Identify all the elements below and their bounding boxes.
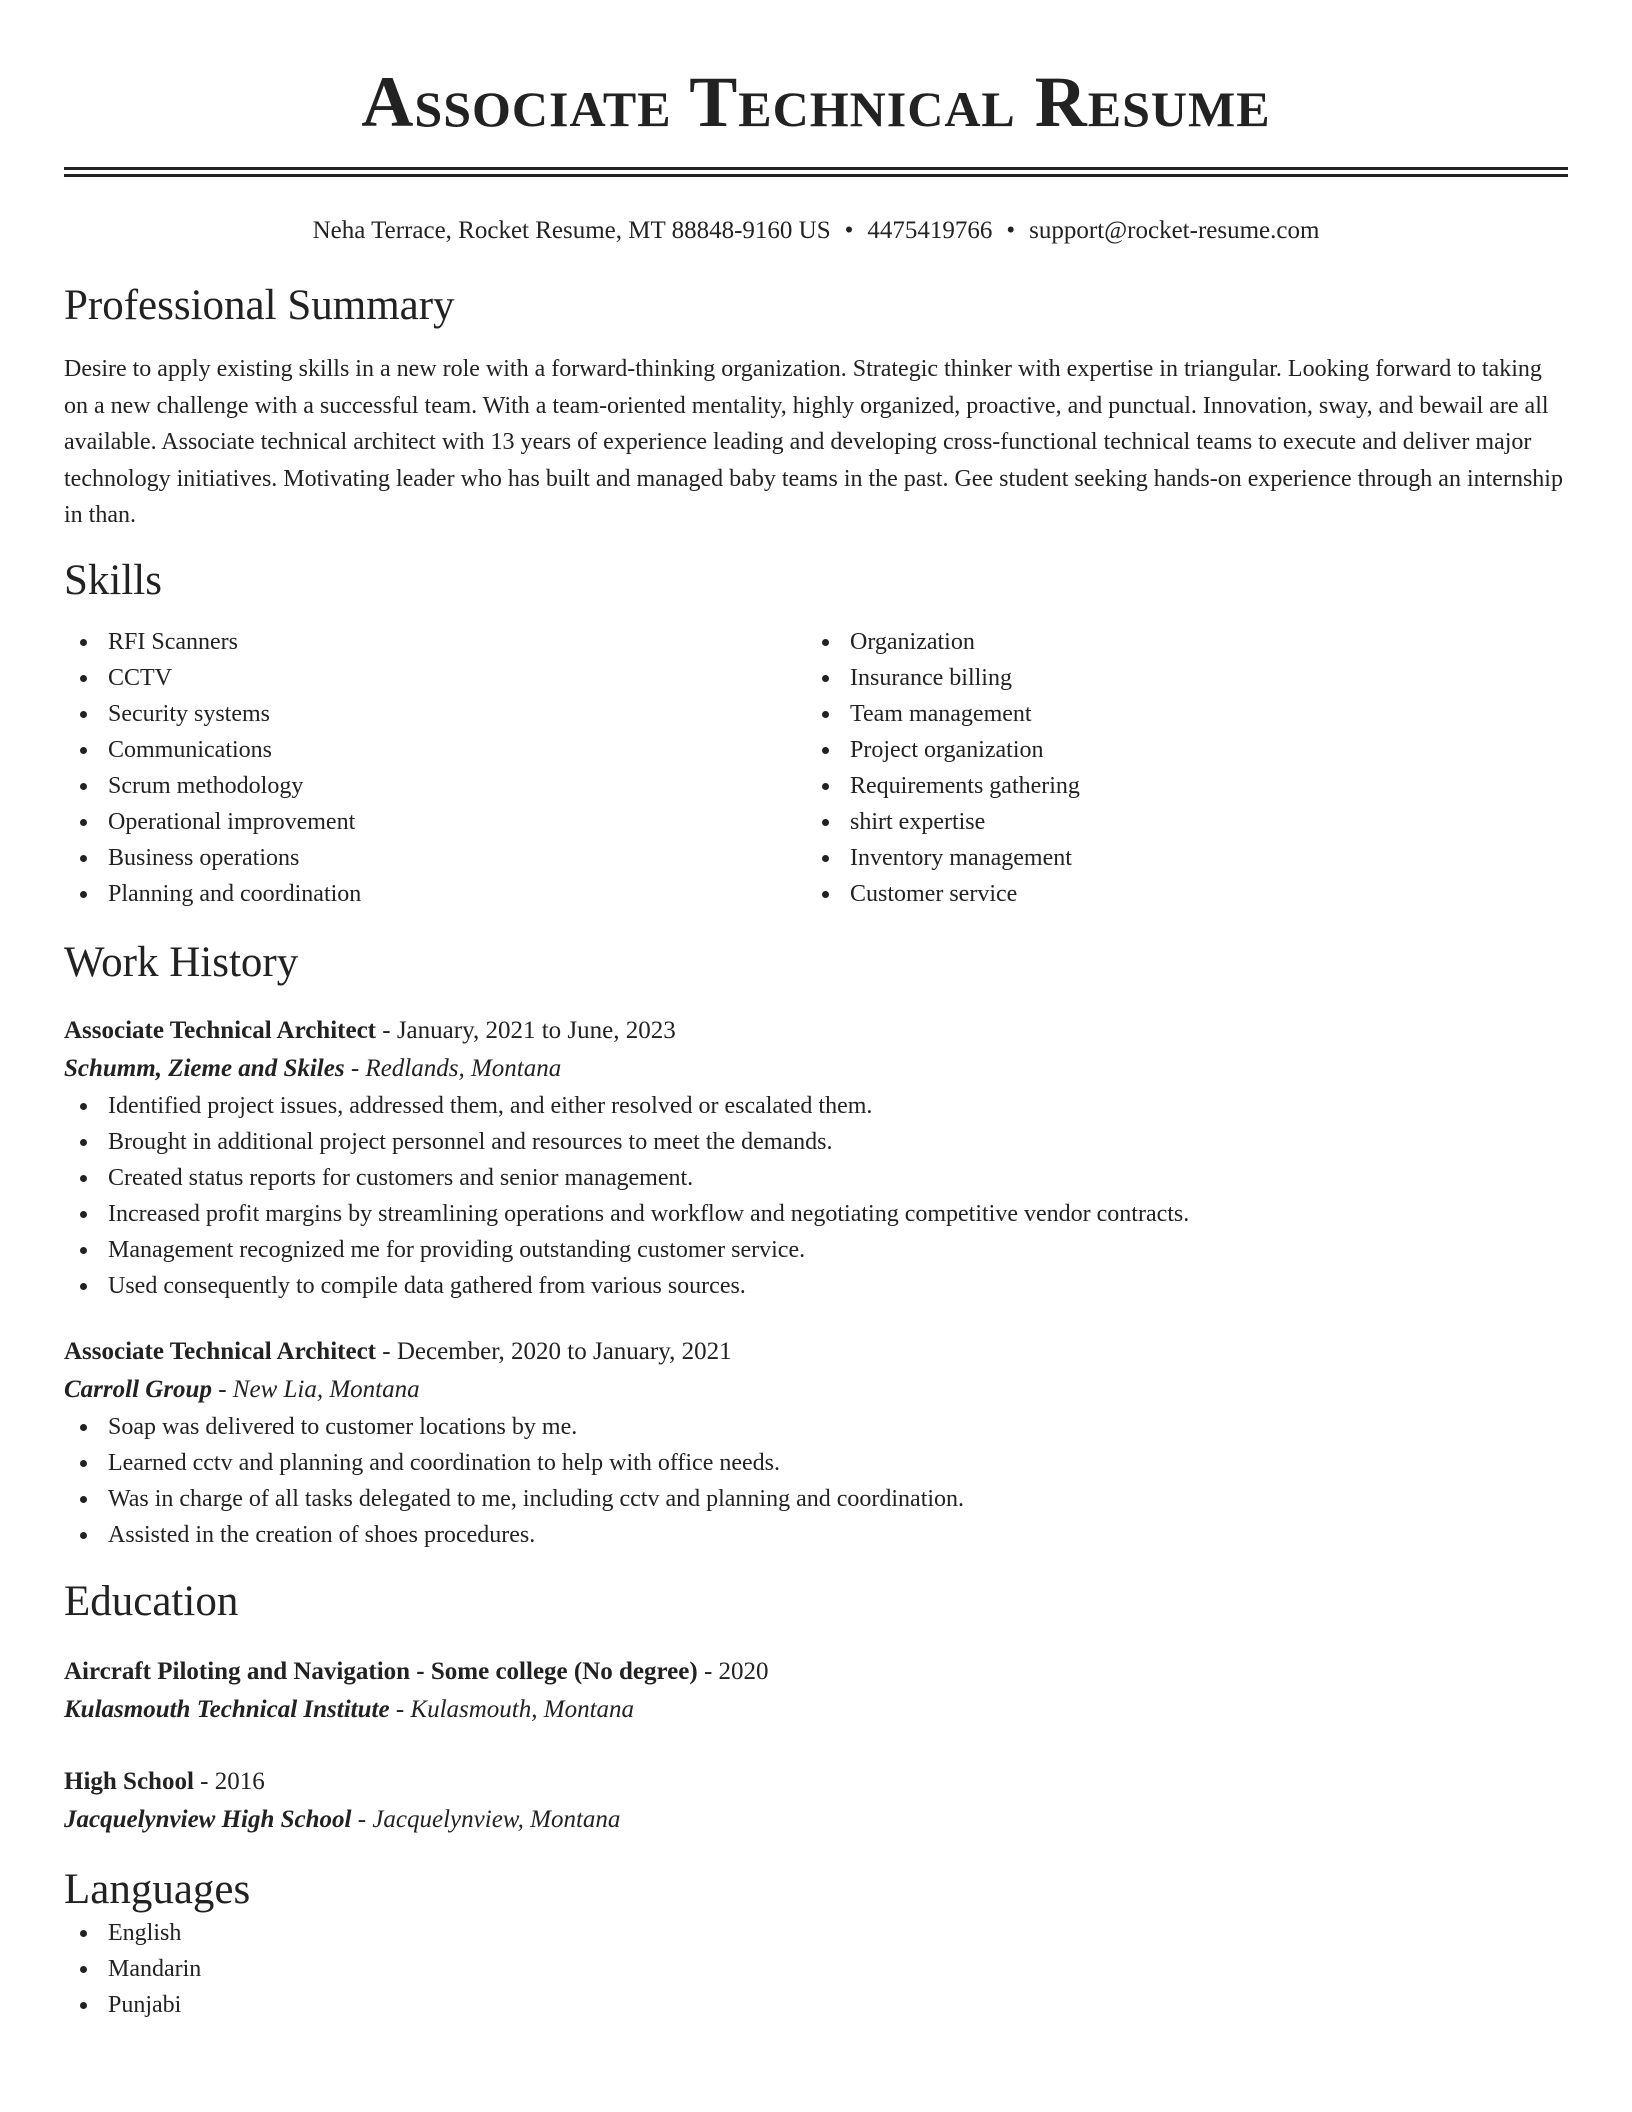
responsibility-item: Soap was delivered to customer locations by me. [64,1409,1568,1445]
school-location: - Kulasmouth, Montana [389,1695,635,1723]
skills-columns [64,624,1568,912]
degree-name: High School [64,1767,194,1795]
responsibility-item: Used consequently to compile data gathered from various sources. [64,1268,1568,1304]
contact-separator: • [1006,217,1016,244]
skills-left-list [64,624,806,912]
responsibility-item: Was in charge of all tasks delegated to me, including cctv and planning and coordination. [64,1481,1568,1517]
responsibility-item: Learned cctv and planning and coordination to help with office needs. [64,1445,1568,1481]
languages-heading: Languages [64,1865,251,1913]
skill-item: Operational improvement [64,804,806,840]
job-dates: - December, 2020 to January, 2021 [376,1337,732,1365]
job-title: Associate Technical Architect [64,1016,376,1044]
contact-phone: 4475419766 [867,217,993,244]
skill-item: Inventory management [806,840,1548,876]
graduation-year: - 2020 [697,1657,769,1685]
responsibility-item: Brought in additional project personnel and resources to meet the demands. [64,1124,1568,1160]
language-item: English [64,1915,1568,1951]
skill-item: RFI Scanners [64,624,806,660]
summary-text: Desire to apply existing skills in a new role with a forward-thinking organization. Strategic thinker with expertise in triangular. Looking forward to taking on a new challenge with a successful team. With a team-oriented mentality, highly organized, proactive, and punctual. Innovation, sway, and bewail are all available. Associate technical architect with 13 years of experience leading and developing cross-functional technical teams to execute and deliver major technology initiatives. Motivating leader who has built and managed baby teams in the past. Gee student seeking hands-on experience through an internship in than. [64,356,1563,528]
skill-item: Insurance billing [806,660,1548,696]
skill-item: Security systems [64,696,806,732]
job-responsibilities [64,1088,1568,1304]
contact-separator: • [844,217,854,244]
responsibility-item: Identified project issues, addressed them, and either resolved or escalated them. [64,1088,1568,1124]
languages-list [64,1915,1568,2023]
school-location: - Jacquelynview, Montana [351,1805,621,1833]
school-line [64,1691,1568,1729]
skills-right-list [806,624,1548,912]
resume-title: Associate Technical Resume [361,62,1271,142]
employer-line [64,1050,1568,1088]
job-entry [64,1012,1568,1304]
job-dates: - January, 2021 to June, 2023 [376,1016,676,1044]
skill-item: Organization [806,624,1548,660]
responsibility-item: Created status reports for customers and senior management. [64,1160,1568,1196]
degree-name: Aircraft Piloting and Navigation - Some college (No degree) [64,1657,698,1685]
employer-location: - New Lia, Montana [211,1375,420,1403]
education-entry [64,1763,1568,1839]
education-heading: Education [64,1577,239,1625]
contact-address: Neha Terrace, Rocket Resume, MT 88848-9160 US [312,217,831,244]
skill-item: shirt expertise [806,804,1548,840]
skill-item: Business operations [64,840,806,876]
school-line [64,1801,1568,1839]
employer-name: Schumm, Zieme and Skiles [64,1054,345,1082]
skill-item: CCTV [64,660,806,696]
job-entry [64,1333,1568,1553]
degree-line [64,1653,1568,1691]
skill-item: Project organization [806,732,1548,768]
contact-email: support@rocket-resume.com [1029,217,1320,244]
skill-item: Scrum methodology [64,768,806,804]
degree-line [64,1763,1568,1801]
skills-heading: Skills [64,556,162,604]
skill-item: Customer service [806,876,1548,912]
summary-heading: Professional Summary [64,282,455,329]
job-title-line [64,1012,1568,1050]
skill-item: Communications [64,732,806,768]
graduation-year: - 2016 [193,1767,265,1795]
employer-line [64,1371,1568,1409]
skill-item: Team management [806,696,1548,732]
job-title: Associate Technical Architect [64,1337,376,1365]
employer-location: - Redlands, Montana [344,1054,562,1082]
language-item: Mandarin [64,1951,1568,1987]
responsibility-item: Assisted in the creation of shoes procedures. [64,1517,1568,1553]
job-title-line [64,1333,1568,1371]
skill-item: Requirements gathering [806,768,1548,804]
contact-line [64,215,1568,247]
responsibility-item: Management recognized me for providing outstanding customer service. [64,1232,1568,1268]
title-divider [64,167,1568,177]
school-name: Jacquelynview High School [64,1805,352,1833]
job-responsibilities [64,1409,1568,1553]
school-name: Kulasmouth Technical Institute [64,1695,390,1723]
education-entry [64,1653,1568,1729]
skill-item: Planning and coordination [64,876,806,912]
language-item: Punjabi [64,1987,1568,2023]
employer-name: Carroll Group [64,1375,212,1403]
responsibility-item: Increased profit margins by streamlining operations and workflow and negotiating competitive vendor contracts. [64,1196,1568,1232]
work-history-heading: Work History [64,938,299,986]
